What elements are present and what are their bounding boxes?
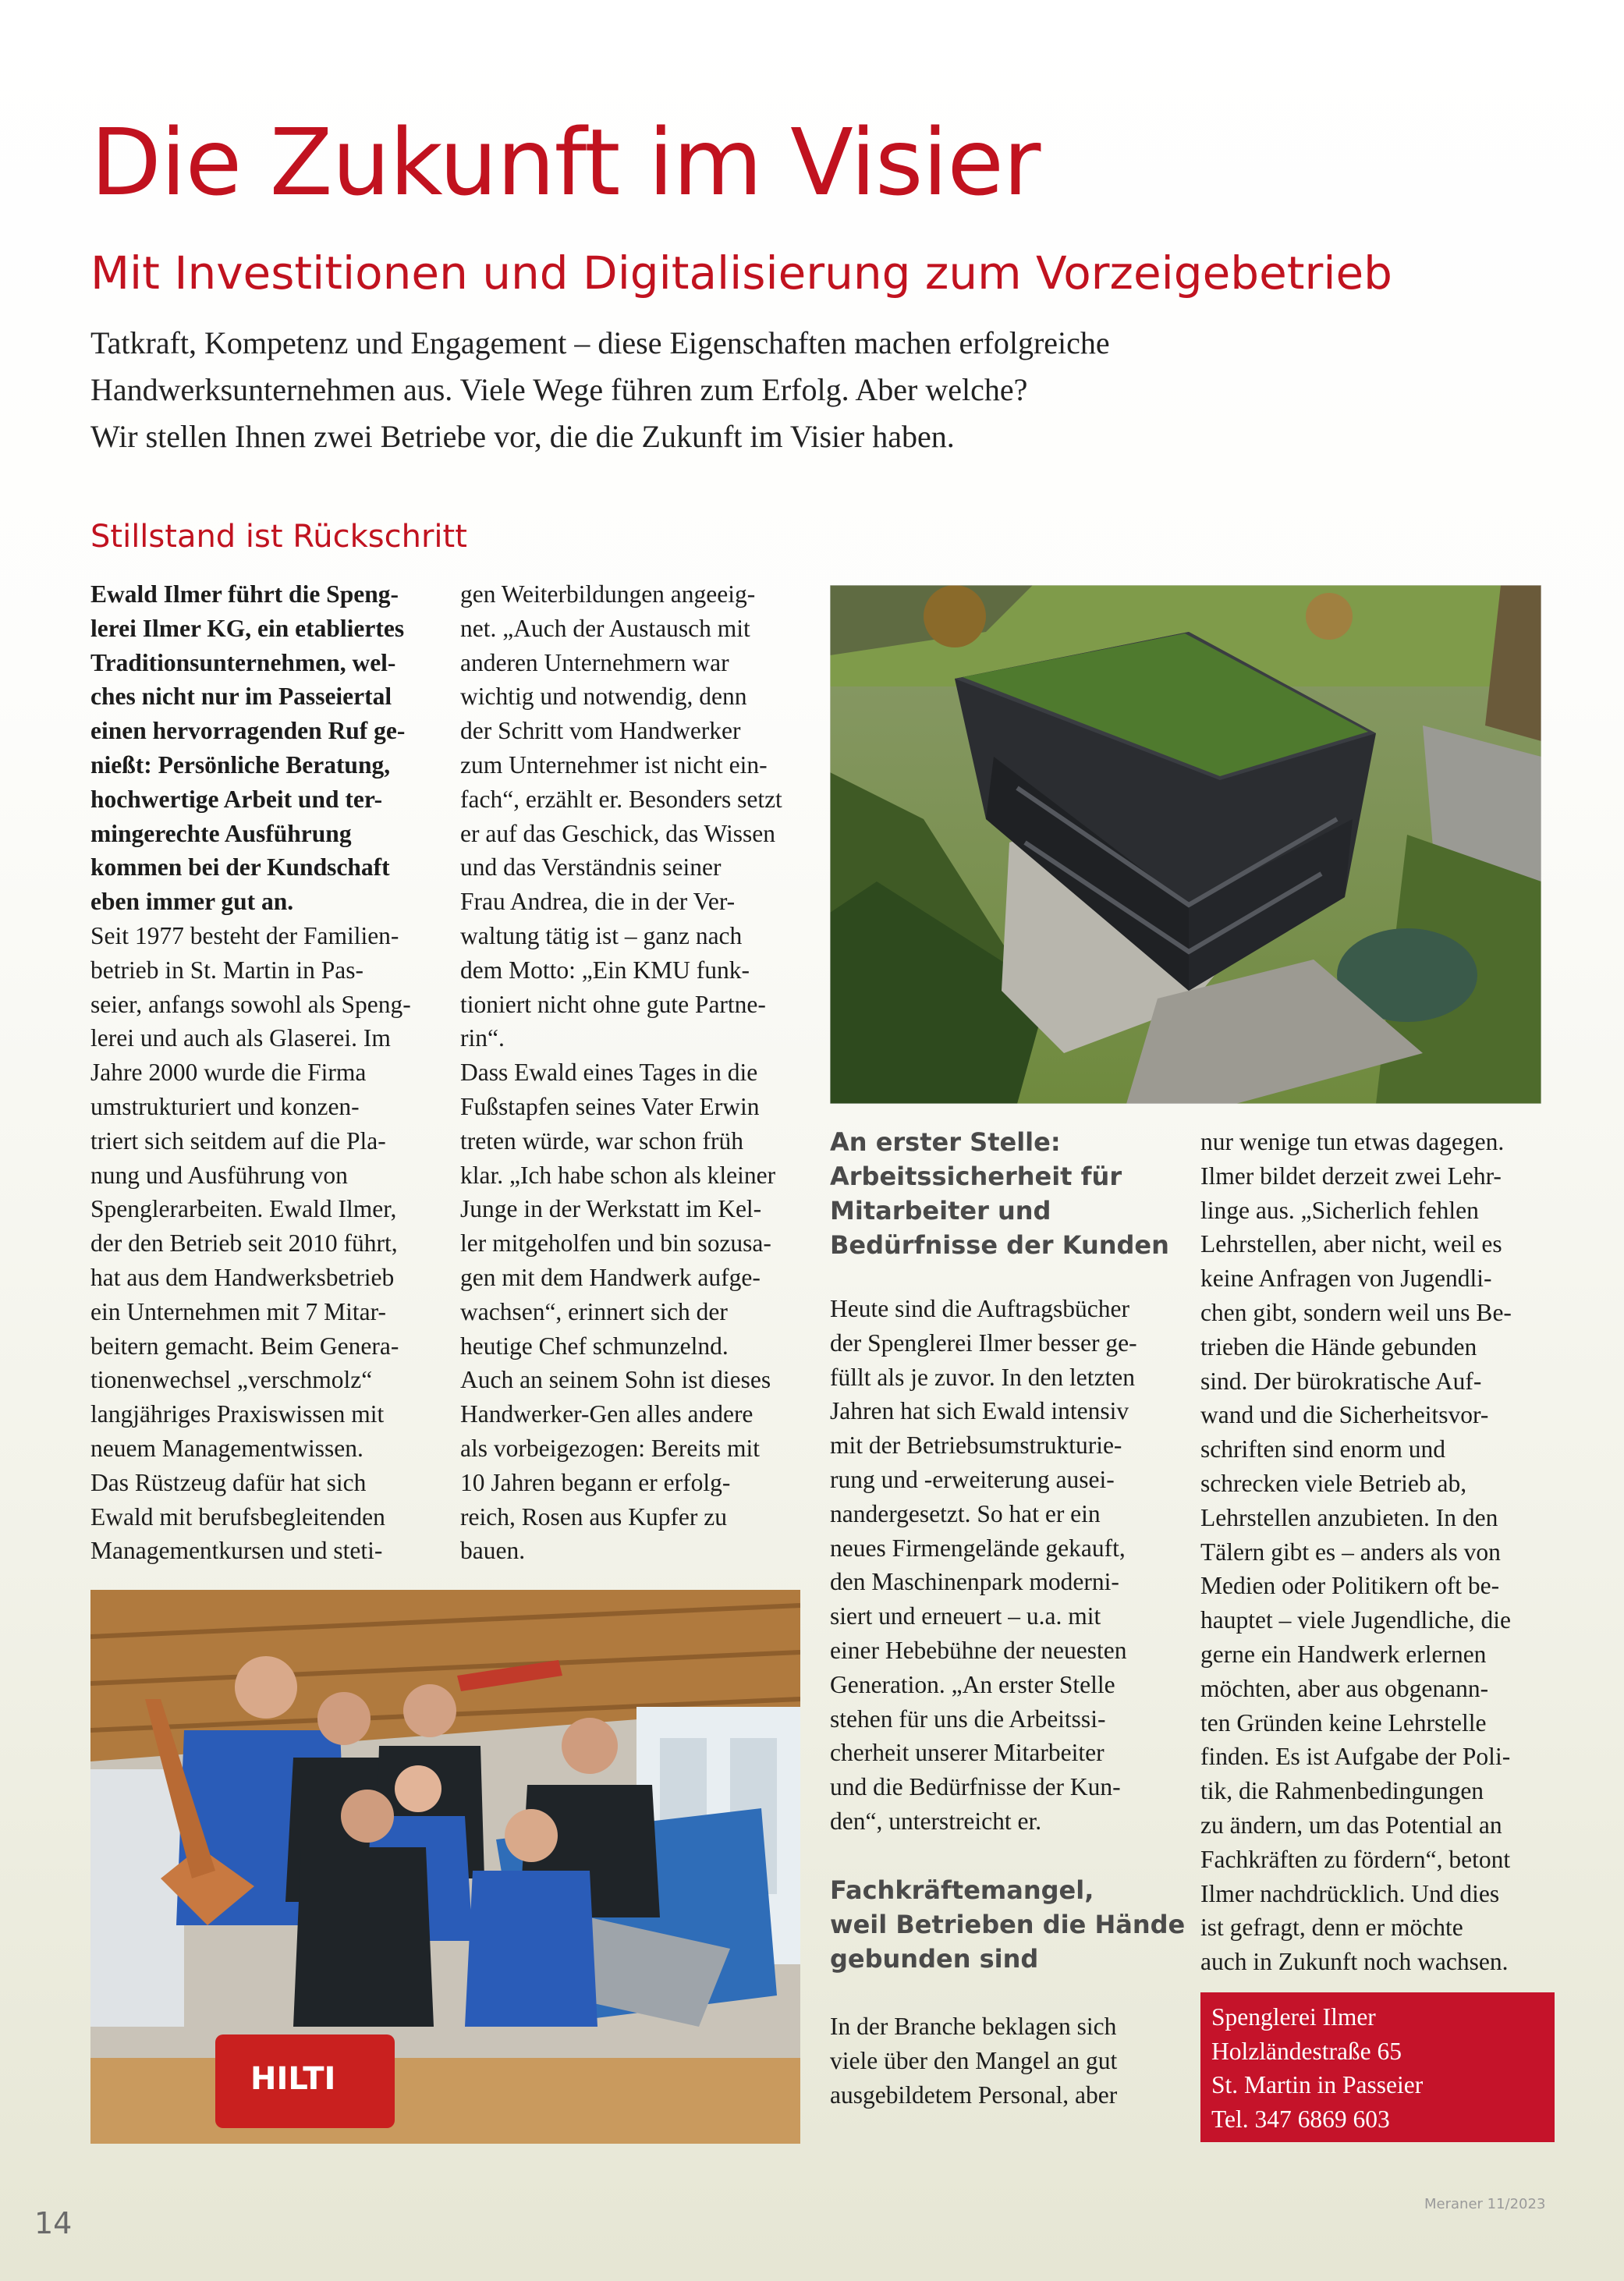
text-line: heutige Chef schmunzelnd. <box>460 1332 729 1360</box>
text-line: schriften sind enorm und <box>1200 1435 1446 1463</box>
text-line: der Schritt vom Handwerker <box>460 717 741 745</box>
text-line: wichtig und notwendig, denn <box>460 683 747 711</box>
text-line: tionenwechsel „verschmolz“ <box>90 1366 373 1394</box>
text-line: ausgebildetem Personal, aber <box>830 2081 1118 2109</box>
subheading-line: Bedürfnisse der Kunden <box>830 1230 1169 1260</box>
text-line: füllt als je zuvor. In den letzten <box>830 1363 1135 1391</box>
article-column-2 <box>460 577 796 1568</box>
intro-line: Wir stellen Ihnen zwei Betriebe vor, die die Zukunft im Visier haben. <box>90 419 955 454</box>
text-line: Frau Andrea, die in der Ver- <box>460 888 736 916</box>
page-title: Die Zukunft im Visier <box>90 108 1041 216</box>
text-line: seier, anfangs sowohl als Speng- <box>90 990 411 1018</box>
lead-line: einen hervorragenden Ruf ge- <box>90 717 406 745</box>
text-line: nur wenige tun etwas dagegen. <box>1200 1128 1505 1155</box>
text-line: Managementkursen und steti- <box>90 1537 383 1565</box>
house-photo-illustration <box>830 585 1541 1104</box>
house-photo <box>830 585 1541 1104</box>
text-line: klar. „Ich habe schon als kleiner <box>460 1161 776 1189</box>
text-line: umstrukturiert und konzen- <box>90 1092 360 1120</box>
text-line: nandergesetzt. So hat er ein <box>830 1499 1101 1527</box>
page-subtitle: Mit Investitionen und Digitalisierung zum Vorzeigebetrieb <box>90 247 1392 300</box>
text-line: rung und -erweiterung ausei- <box>830 1465 1115 1493</box>
text-line: beitern gemacht. Beim Genera- <box>90 1332 399 1360</box>
text-line: viele über den Mangel an gut <box>830 2047 1118 2075</box>
page-number: 14 <box>34 2206 73 2240</box>
intro-line: Tatkraft, Kompetenz und Engagement – diese Eigenschaften machen erfolgreiche <box>90 325 1110 360</box>
text-line: dem Motto: „Ein KMU funk- <box>460 956 750 984</box>
text-line: sind. Der bürokratische Auf- <box>1200 1367 1482 1395</box>
text-line: zu ändern, um das Potential an <box>1200 1811 1502 1839</box>
text-line: den“, unterstreicht er. <box>830 1807 1042 1835</box>
subheading-line: gebunden sind <box>830 1943 1039 1974</box>
contact-phone: Tel. 347 6869 603 <box>1211 2105 1390 2133</box>
text-line: reich, Rosen aus Kupfer zu <box>460 1502 728 1531</box>
text-line: ten Gründen keine Lehrstelle <box>1200 1708 1487 1736</box>
intro-paragraph <box>90 320 1510 460</box>
text-line: und die Bedürfnisse der Kun- <box>830 1773 1121 1801</box>
text-line: Fußstapfen seines Vater Erwin <box>460 1092 760 1120</box>
text-line: als vorbeigezogen: Bereits mit <box>460 1434 761 1462</box>
team-photo <box>90 1590 800 2144</box>
text-line: 10 Jahren begann er erfolg- <box>460 1468 731 1496</box>
lead-line: Ewald Ilmer führt die Speng- <box>90 580 399 608</box>
text-line: er auf das Geschick, das Wissen <box>460 819 776 847</box>
contact-box <box>1200 1992 1555 2142</box>
lead-line: Traditionsunternehmen, wel- <box>90 648 396 676</box>
text-line: Ilmer bildet derzeit zwei Lehr- <box>1200 1162 1502 1190</box>
text-line: Ewald mit berufsbegleitenden <box>90 1502 385 1531</box>
text-line: Tälern gibt es – anders als von <box>1200 1538 1501 1566</box>
text-line: Fachkräften zu fördern“, betont <box>1200 1845 1511 1873</box>
text-line: wand und die Sicherheitsvor- <box>1200 1401 1489 1429</box>
article-column-3 <box>830 1125 1186 2112</box>
text-line: finden. Es ist Aufgabe der Poli- <box>1200 1743 1511 1771</box>
text-line: ist gefragt, denn er möchte <box>1200 1914 1463 1942</box>
lead-line: nießt: Persönliche Beratung, <box>90 750 391 779</box>
text-line: der den Betrieb seit 2010 führt, <box>90 1229 398 1258</box>
text-line: chen gibt, sondern weil uns Be- <box>1200 1298 1512 1326</box>
text-line: rin“. <box>460 1024 505 1052</box>
lead-line: mingerechte Ausführung <box>90 819 352 847</box>
hilti-case-label: HILTI <box>250 2061 336 2097</box>
contact-street: Holzländestraße 65 <box>1211 2037 1402 2065</box>
subheading-line: Fachkräftemangel, <box>830 1875 1094 1905</box>
text-line: Handwerker-Gen alles andere <box>460 1400 753 1428</box>
text-line: triert sich seitdem auf die Pla- <box>90 1126 386 1155</box>
text-line: siert und erneuert – u.a. mit <box>830 1602 1101 1630</box>
footer-issue: Meraner 11/2023 <box>1424 2196 1546 2212</box>
text-line: Das Rüstzeug dafür hat sich <box>90 1468 367 1496</box>
subheading-line: Arbeitssicherheit für <box>830 1162 1122 1191</box>
text-line: Jahre 2000 wurde die Firma <box>90 1059 367 1087</box>
lead-line: hochwertige Arbeit und ter- <box>90 785 383 813</box>
text-line: hauptet – viele Jugendliche, die <box>1200 1606 1511 1634</box>
text-line: anderen Unternehmern war <box>460 648 729 676</box>
text-line: auch in Zukunft noch wachsen. <box>1200 1948 1509 1976</box>
text-line: Ilmer nachdrücklich. Und dies <box>1200 1879 1500 1907</box>
lead-line: lerei Ilmer KG, ein etabliertes <box>90 614 405 642</box>
article-column-1 <box>90 577 426 1568</box>
text-line: bauen. <box>460 1537 526 1565</box>
text-line: linge aus. „Sicherlich fehlen <box>1200 1196 1479 1224</box>
team-photo-illustration <box>90 1590 800 2144</box>
text-line: waltung tätig ist – ganz nach <box>460 921 743 949</box>
text-line: Generation. „An erster Stelle <box>830 1670 1115 1698</box>
text-line: mit der Betriebsumstrukturie- <box>830 1431 1122 1460</box>
text-line: lerei und auch als Glaserei. Im <box>90 1024 391 1052</box>
text-line: In der Branche beklagen sich <box>830 2013 1117 2041</box>
text-line: Dass Ewald eines Tages in die <box>460 1059 758 1087</box>
text-line: tioniert nicht ohne gute Partne- <box>460 990 766 1018</box>
text-line: den Maschinenpark moderni- <box>830 1568 1119 1596</box>
text-line: schrecken viele Betrieb ab, <box>1200 1469 1467 1497</box>
subheading-line: weil Betrieben die Hände <box>830 1909 1186 1939</box>
text-line: zum Unternehmer ist nicht ein- <box>460 750 768 779</box>
text-line: Seit 1977 besteht der Familien- <box>90 921 399 949</box>
contact-company: Spenglerei Ilmer <box>1211 2003 1376 2031</box>
text-line: Lehrstellen, aber nicht, weil es <box>1200 1230 1502 1258</box>
contact-city: St. Martin in Passeier <box>1211 2071 1424 2098</box>
text-line: möchten, aber aus obgenann- <box>1200 1674 1489 1702</box>
subheading-line: An erster Stelle: <box>830 1127 1061 1157</box>
subheading-line: Mitarbeiter und <box>830 1196 1051 1226</box>
article-column-4 <box>1200 1125 1544 1979</box>
text-line: ein Unternehmen mit 7 Mitar- <box>90 1297 387 1325</box>
text-line: langjähriges Praxiswissen mit <box>90 1400 385 1428</box>
text-line: wachsen“, erinnert sich der <box>460 1297 728 1325</box>
text-line: cherheit unserer Mitarbeiter <box>830 1739 1105 1767</box>
text-line: hat aus dem Handwerksbetrieb <box>90 1263 395 1291</box>
text-line: ler mitgeholfen und bin sozusa- <box>460 1229 771 1258</box>
text-line: tik, die Rahmenbedingungen <box>1200 1777 1484 1805</box>
lead-line: kommen bei der Kundschaft <box>90 853 390 882</box>
text-line: betrieb in St. Martin in Pas- <box>90 956 363 984</box>
text-line: Auch an seinem Sohn ist dieses <box>460 1366 771 1394</box>
text-line: gerne ein Handwerk erlernen <box>1200 1640 1487 1668</box>
intro-line: Handwerksunternehmen aus. Viele Wege führen zum Erfolg. Aber welche? <box>90 372 1028 407</box>
text-line: gen mit dem Handwerk aufge- <box>460 1263 761 1291</box>
lead-line: ches nicht nur im Passeiertal <box>90 683 392 711</box>
text-line: trieben die Hände gebunden <box>1200 1332 1477 1360</box>
text-line: Jahren hat sich Ewald intensiv <box>830 1397 1129 1425</box>
text-line: Lehrstellen anzubieten. In den <box>1200 1503 1498 1531</box>
text-line: nung und Ausführung von <box>90 1161 348 1189</box>
text-line: Junge in der Werkstatt im Kel- <box>460 1195 762 1223</box>
text-line: gen Weiterbildungen angeeig- <box>460 580 756 608</box>
text-line: neuem Managementwissen. <box>90 1434 363 1462</box>
text-line: stehen für uns die Arbeitssi- <box>830 1705 1106 1733</box>
section-heading: Stillstand ist Rückschritt <box>90 519 467 555</box>
text-line: Heute sind die Auftragsbücher <box>830 1295 1130 1322</box>
text-line: und das Verständnis seiner <box>460 853 722 882</box>
text-line: keine Anfragen von Jugendli- <box>1200 1265 1492 1293</box>
text-line: Medien oder Politikern oft be- <box>1200 1572 1500 1600</box>
text-line: neues Firmengelände gekauft, <box>830 1534 1126 1562</box>
text-line: der Spenglerei Ilmer besser ge- <box>830 1329 1137 1357</box>
text-line: net. „Auch der Austausch mit <box>460 614 750 642</box>
text-line: treten würde, war schon früh <box>460 1126 743 1155</box>
text-line: einer Hebebühne der neuesten <box>830 1636 1127 1664</box>
text-line: fach“, erzählt er. Besonders setzt <box>460 785 782 813</box>
text-line: Spenglerarbeiten. Ewald Ilmer, <box>90 1195 397 1223</box>
lead-line: eben immer gut an. <box>90 888 294 916</box>
